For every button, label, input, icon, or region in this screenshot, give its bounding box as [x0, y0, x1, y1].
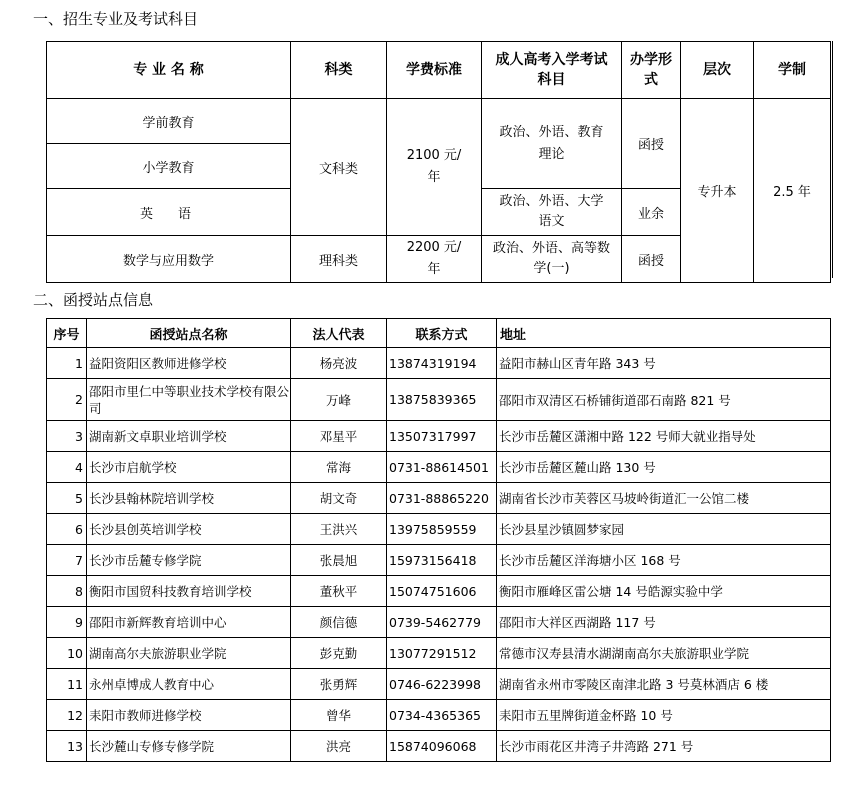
station-no: 1 — [47, 348, 87, 379]
station-no: 13 — [47, 731, 87, 762]
station-name: 湖南高尔夫旅游职业学院 — [87, 638, 291, 669]
station-phone: 13077291512 — [387, 638, 497, 669]
header-category: 科类 — [291, 42, 387, 99]
station-name: 邵阳市新辉教育培训中心 — [87, 607, 291, 638]
station-phone: 13875839365 — [387, 379, 497, 421]
level-value: 专升本 — [681, 99, 754, 283]
page-edge-line — [832, 41, 833, 278]
header-exam-subjects: 成人高考入学考试科目 — [482, 42, 622, 99]
station-name: 长沙县创英培训学校 — [87, 514, 291, 545]
station-phone: 15973156418 — [387, 545, 497, 576]
header-rep: 法人代表 — [291, 319, 387, 348]
station-rep: 曾华 — [291, 700, 387, 731]
table-row — [47, 576, 831, 607]
station-rep: 胡文奇 — [291, 483, 387, 514]
station-rep: 王洪兴 — [291, 514, 387, 545]
station-name: 永州卓博成人教育中心 — [87, 669, 291, 700]
station-rep: 张勇辉 — [291, 669, 387, 700]
table-row — [47, 348, 831, 379]
table-row — [47, 545, 831, 576]
station-no: 7 — [47, 545, 87, 576]
subjects-language: 政治、外语、大学语文 — [482, 189, 622, 236]
table-row — [47, 669, 831, 700]
station-phone: 13874319194 — [387, 348, 497, 379]
mode-spare-time: 业余 — [622, 189, 681, 236]
station-address: 湖南省长沙市芙蓉区马坡岭街道汇一公馆二楼 — [497, 483, 831, 514]
station-rep: 万峰 — [291, 379, 387, 421]
station-address: 长沙市雨花区井湾子井湾路 271 号 — [497, 731, 831, 762]
table-row — [47, 99, 831, 144]
program-table — [46, 41, 831, 283]
station-name: 长沙麓山专修专修学院 — [87, 731, 291, 762]
header-address: 地址 — [497, 319, 831, 348]
station-phone: 0746-6223998 — [387, 669, 497, 700]
mode-correspondence-2: 函授 — [622, 236, 681, 283]
major-primary: 小学教育 — [47, 144, 291, 189]
subjects-math: 政治、外语、高等数学(一) — [482, 236, 622, 283]
station-rep: 洪亮 — [291, 731, 387, 762]
table-row — [47, 638, 831, 669]
station-name: 湖南新文卓职业培训学校 — [87, 421, 291, 452]
tuition-science: 2200 元/年 — [387, 236, 482, 283]
station-phone: 15874096068 — [387, 731, 497, 762]
station-address: 邵阳市双清区石桥铺街道邵石南路 821 号 — [497, 379, 831, 421]
station-name: 长沙市岳麓专修学院 — [87, 545, 291, 576]
table-row — [47, 607, 831, 638]
station-address: 长沙市岳麓区潇湘中路 122 号师大就业指导处 — [497, 421, 831, 452]
station-no: 2 — [47, 379, 87, 421]
table-row — [47, 483, 831, 514]
station-no: 11 — [47, 669, 87, 700]
station-name: 邵阳市里仁中等职业技术学校有限公司 — [87, 379, 291, 421]
station-address: 衡阳市雁峰区雷公塘 14 号皓源实验中学 — [497, 576, 831, 607]
station-rep: 彭克勤 — [291, 638, 387, 669]
major-math: 数学与应用数学 — [47, 236, 291, 283]
station-no: 5 — [47, 483, 87, 514]
station-rep: 张晨旭 — [291, 545, 387, 576]
category-science: 理科类 — [291, 236, 387, 283]
station-address: 耒阳市五里牌街道金杯路 10 号 — [497, 700, 831, 731]
table-row — [47, 731, 831, 762]
station-no: 9 — [47, 607, 87, 638]
table-row — [47, 700, 831, 731]
header-major: 专 业 名 称 — [47, 42, 291, 99]
station-rep: 颜信德 — [291, 607, 387, 638]
station-name: 益阳资阳区教师进修学校 — [87, 348, 291, 379]
station-rep: 董秋平 — [291, 576, 387, 607]
header-mode: 办学形式 — [622, 42, 681, 99]
table-row — [47, 421, 831, 452]
station-address: 益阳市赫山区青年路 343 号 — [497, 348, 831, 379]
header-no: 序号 — [47, 319, 87, 348]
station-phone: 0734-4365365 — [387, 700, 497, 731]
station-phone: 15074751606 — [387, 576, 497, 607]
station-no: 10 — [47, 638, 87, 669]
station-table-body — [47, 348, 831, 762]
station-phone: 13507317997 — [387, 421, 497, 452]
station-name: 长沙县翰林院培训学校 — [87, 483, 291, 514]
major-english: 英 语 — [47, 189, 291, 236]
duration-value: 2.5 年 — [754, 99, 831, 283]
mode-correspondence-1: 函授 — [622, 99, 681, 189]
station-phone: 0731-88614501 — [387, 452, 497, 483]
station-phone: 0739-5462779 — [387, 607, 497, 638]
station-address: 邵阳市大祥区西湖路 117 号 — [497, 607, 831, 638]
station-name: 长沙市启航学校 — [87, 452, 291, 483]
table-row — [47, 514, 831, 545]
table-row — [47, 379, 831, 421]
section2-heading: 二、函授站点信息 — [33, 291, 154, 309]
station-name: 衡阳市国贸科技教育培训学校 — [87, 576, 291, 607]
station-no: 12 — [47, 700, 87, 731]
station-address: 长沙市岳麓区洋海塘小区 168 号 — [497, 545, 831, 576]
station-no: 4 — [47, 452, 87, 483]
station-name: 耒阳市教师进修学校 — [87, 700, 291, 731]
station-address: 常德市汉寿县清水湖湖南高尔夫旅游职业学院 — [497, 638, 831, 669]
header-tuition: 学费标准 — [387, 42, 482, 99]
station-rep: 常海 — [291, 452, 387, 483]
station-rep: 邓星平 — [291, 421, 387, 452]
station-rep: 杨亮波 — [291, 348, 387, 379]
station-no: 3 — [47, 421, 87, 452]
header-duration: 学制 — [754, 42, 831, 99]
table-row — [47, 452, 831, 483]
major-preschool: 学前教育 — [47, 99, 291, 144]
station-no: 8 — [47, 576, 87, 607]
program-table-header — [47, 42, 831, 99]
station-address: 长沙县星沙镇圆梦家园 — [497, 514, 831, 545]
category-arts: 文科类 — [291, 99, 387, 236]
station-address: 湖南省永州市零陵区南津北路 3 号莫林酒店 6 楼 — [497, 669, 831, 700]
station-phone: 0731-88865220 — [387, 483, 497, 514]
header-station-name: 函授站点名称 — [87, 319, 291, 348]
section1-heading: 一、招生专业及考试科目 — [33, 10, 199, 28]
header-contact: 联系方式 — [387, 319, 497, 348]
station-address: 长沙市岳麓区麓山路 130 号 — [497, 452, 831, 483]
header-level: 层次 — [681, 42, 754, 99]
station-table-header — [47, 319, 831, 348]
subjects-education: 政治、外语、教育理论 — [482, 99, 622, 189]
station-table — [46, 318, 831, 762]
station-no: 6 — [47, 514, 87, 545]
station-phone: 13975859559 — [387, 514, 497, 545]
tuition-arts: 2100 元/年 — [387, 99, 482, 236]
